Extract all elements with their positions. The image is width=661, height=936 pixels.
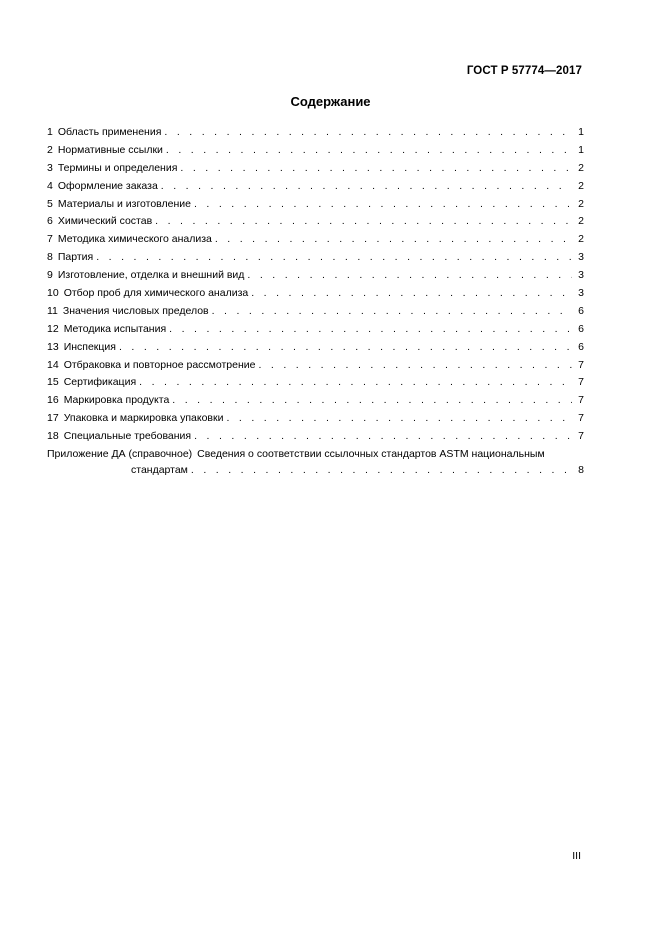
toc-entry-page: 6 (578, 340, 584, 353)
toc-entry-page: 2 (578, 161, 584, 174)
toc-entry-page: 3 (578, 287, 584, 300)
toc-entry-title: Значения числовых пределов (62, 304, 209, 317)
toc-entry (47, 180, 584, 198)
leader-dots (226, 412, 572, 424)
toc-entry-title: Специальные требования (63, 430, 192, 443)
toc-entries (47, 126, 584, 448)
toc-entry-number: 2 (47, 143, 53, 156)
toc-entry-page: 2 (578, 179, 584, 192)
toc-entry (47, 215, 584, 233)
leader-dots (139, 376, 572, 388)
toc-entry-number: 15 (47, 376, 59, 389)
leader-dots (169, 323, 572, 335)
leader-dots (166, 144, 572, 156)
toc-entry-page: 1 (578, 126, 584, 138)
appendix-page: 8 (578, 464, 584, 477)
toc-entry-title: Отбор проб для химического анализа (63, 287, 249, 300)
toc-entry-title: Методика химического анализа (57, 233, 212, 246)
toc-entry-page: 2 (578, 215, 584, 228)
toc-entry-title: Материалы и изготовление (57, 197, 191, 210)
toc-entry-page: 6 (578, 304, 584, 317)
leader-dots (96, 251, 572, 263)
appendix-line-2 (47, 464, 584, 481)
toc-entry (47, 269, 584, 287)
leader-dots (212, 305, 572, 317)
toc-entry (47, 198, 584, 216)
toc-entry-number: 11 (47, 304, 58, 317)
toc-entry-number: 18 (47, 430, 59, 443)
toc-entry-page: 3 (578, 269, 584, 282)
leader-dots (172, 394, 572, 406)
leader-dots (180, 162, 572, 174)
leader-dots (194, 198, 572, 210)
toc-entry-page: 3 (578, 251, 584, 264)
toc-entry-page: 7 (578, 358, 584, 371)
toc-entry-number: 13 (47, 340, 59, 353)
toc-list (47, 126, 584, 481)
toc-entry-title: Методика испытания (63, 322, 167, 335)
toc-entry-number: 7 (47, 233, 53, 246)
toc-entry (47, 126, 584, 144)
leader-dots (164, 126, 572, 138)
toc-entry (47, 162, 584, 180)
toc-entry-title: Отбраковка и повторное рассмотрение (63, 358, 256, 371)
appendix-title-line-2: стандартам (131, 464, 188, 477)
toc-entry-page: 7 (578, 394, 584, 407)
leader-dots (119, 341, 572, 353)
leader-dots (251, 287, 572, 299)
toc-entry-title: Термины и определения (57, 161, 178, 174)
toc-entry-page: 6 (578, 322, 584, 335)
toc-entry (47, 412, 584, 430)
toc-entry (47, 341, 584, 359)
appendix-line-1 (47, 448, 584, 464)
toc-entry-title: Инспекция (63, 340, 116, 353)
toc-entry-page: 2 (578, 233, 584, 246)
toc-entry-title: Область применения (57, 126, 162, 138)
leader-dots (215, 233, 572, 245)
toc-entry-number: 3 (47, 161, 53, 174)
toc-entry-number: 1 (47, 126, 53, 138)
toc-entry-number: 5 (47, 197, 53, 210)
toc-entry-page: 7 (578, 430, 584, 443)
toc-entry (47, 233, 584, 251)
toc-entry-number: 10 (47, 287, 59, 300)
leader-dots (191, 464, 572, 476)
toc-entry-page: 1 (578, 143, 584, 156)
toc-entry (47, 251, 584, 269)
toc-entry-number: 14 (47, 358, 59, 371)
leader-dots (161, 180, 572, 192)
leader-dots (259, 359, 573, 371)
toc-entry (47, 144, 584, 162)
toc-entry-title: Упаковка и маркировка упаковки (63, 412, 224, 425)
toc-entry-number: 8 (47, 251, 53, 264)
toc-entry (47, 376, 584, 394)
toc-entry-page: 7 (578, 412, 584, 425)
leader-dots (247, 269, 572, 281)
toc-entry-title: Изготовление, отделка и внешний вид (57, 269, 245, 282)
document-code: ГОСТ Р 57774—2017 (466, 65, 582, 77)
toc-entry (47, 394, 584, 412)
leader-dots (155, 215, 572, 227)
toc-entry-number: 4 (47, 179, 53, 192)
toc-entry-number: 9 (47, 269, 53, 282)
toc-entry-number: 16 (47, 394, 59, 407)
toc-entry (47, 430, 584, 448)
toc-entry-title: Маркировка продукта (63, 394, 170, 407)
toc-entry-number: 6 (47, 215, 53, 228)
toc-entry (47, 305, 584, 323)
appendix-label: Приложение ДА (справочное) (47, 448, 193, 461)
toc-entry-title: Оформление заказа (57, 179, 158, 192)
toc-entry (47, 323, 584, 341)
toc-entry (47, 287, 584, 305)
leader-dots (194, 430, 572, 442)
page-number: III (572, 850, 581, 862)
toc-title: Содержание (290, 94, 371, 109)
toc-entry-number: 12 (47, 322, 59, 335)
toc-entry (47, 359, 584, 377)
toc-entry-number: 17 (47, 412, 59, 425)
toc-entry-title: Химический состав (57, 215, 153, 228)
toc-entry-title: Сертификация (63, 376, 137, 389)
toc-entry-title: Нормативные ссылки (57, 143, 163, 156)
toc-entry-page: 7 (578, 376, 584, 389)
toc-entry-title: Партия (57, 251, 94, 264)
appendix-title-line-1: Сведения о соответствии ссылочных стандартов ASTM национальным (197, 448, 545, 461)
toc-appendix (47, 448, 584, 481)
toc-entry-page: 2 (578, 197, 584, 210)
